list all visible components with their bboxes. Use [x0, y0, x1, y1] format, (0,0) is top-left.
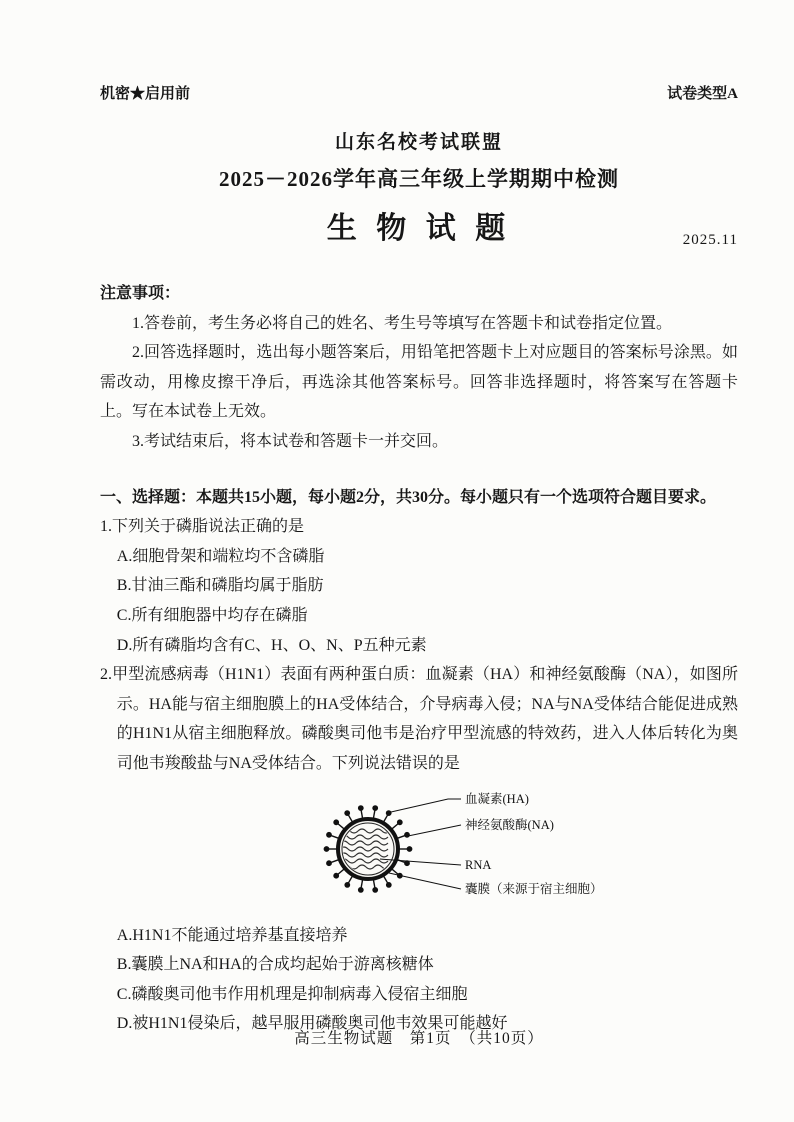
- notice-item-1: 1.答卷前，考生务必将自己的姓名、考生号等填写在答题卡和试卷指定位置。: [132, 314, 673, 332]
- question-1-option-b: B.甘油三酯和磷脂均属于脂肪: [116, 577, 324, 595]
- exam-date: 2025.11: [682, 232, 738, 248]
- notice-section: [100, 279, 738, 457]
- question-2-option-c: C.磷酸奥司他韦作用机理是抑制病毒入侵宿主细胞: [116, 985, 468, 1003]
- leader-neuraminidase: [408, 825, 461, 836]
- leader-envelope: [389, 873, 461, 889]
- question-1-option-d: D.所有磷脂均含有C、H、O、N、P五种元素: [116, 636, 427, 654]
- question-1-option-c: C.所有细胞器中均存在磷脂: [116, 606, 308, 624]
- notice-item-2: 2.回答选择题时，选出每小题答案后，用铅笔把答题卡上对应题目的答案标号涂黑。如需改动，用橡皮擦干净后，再选涂其他答案标号。回答非选择题时，将答案写在答题卡上。写在本试卷上无效。: [100, 344, 738, 421]
- question-1-option-a: A.细胞骨架和端粒均不含磷脂: [116, 547, 325, 565]
- question-2: [100, 660, 738, 1039]
- question-2-stem: [100, 660, 738, 778]
- label-rna: RNA: [465, 857, 492, 872]
- leader-hemagglutinin: [391, 799, 461, 812]
- label-envelope: 囊膜（来源于宿主细胞）: [465, 881, 603, 896]
- exam-alliance-title: 山东名校考试联盟: [334, 132, 503, 153]
- question-1-stem: [100, 512, 738, 542]
- label-hemagglutinin: 血凝素(HA): [465, 791, 529, 806]
- paper-type-label: 试卷类型A: [667, 86, 738, 102]
- doc-header: [100, 82, 738, 103]
- question-2-number: 2.: [100, 666, 112, 684]
- notice-heading: 注意事项：: [100, 285, 181, 302]
- figure-labels: [465, 791, 603, 896]
- section-one-heading: 一、选择题：本题共15小题，每小题2分，共30分。每小题只有一个选项符合题目要求。: [100, 488, 717, 506]
- subject-title-row: [100, 203, 738, 247]
- virus-structure-svg: [298, 787, 728, 919]
- title-block: [100, 127, 738, 247]
- subject-title: 生 物 试 题: [326, 212, 512, 245]
- virus-diagram: [298, 787, 738, 919]
- question-1-number: 1.: [100, 518, 112, 536]
- question-2-option-d: D.被H1N1侵染后，越早服用磷酸奥司他韦效果可能越好: [116, 1015, 508, 1033]
- security-marking: 机密★启用前: [100, 86, 191, 102]
- label-neuraminidase: 神经氨酸酶(NA): [465, 817, 554, 832]
- page-footer: 高三生物试题 第1页 （共10页）: [294, 1030, 544, 1047]
- inner-capsid-ring: [342, 823, 394, 875]
- exam-session-title: 2025－2026学年高三年级上学期期中检测: [219, 167, 619, 191]
- question-2-option-b: B.囊膜上NA和HA的合成均起始于游离核糖体: [116, 956, 434, 974]
- question-2-text: 甲型流感病毒（H1N1）表面有两种蛋白质：血凝素（HA）和神经氨酸酶（NA），如图所示。HA能与宿主细胞膜上的HA受体结合，介导病毒入侵；NA与NA受体结合能促进成熟的H1N1从宿主细胞释放。磷酸奥司他韦是治疗甲型流感的特效药，进入人体后转化为奥司他韦羧酸盐与NA受体结合。下列说法错误的是: [112, 666, 738, 772]
- question-2-option-a: A.H1N1不能通过培养基直接培养: [116, 926, 348, 944]
- question-1-text: 下列关于磷脂说法正确的是: [112, 518, 305, 536]
- question-1: [100, 512, 738, 660]
- notice-item-3: 3.考试结束后，将本试卷和答题卡一并交回。: [132, 432, 449, 450]
